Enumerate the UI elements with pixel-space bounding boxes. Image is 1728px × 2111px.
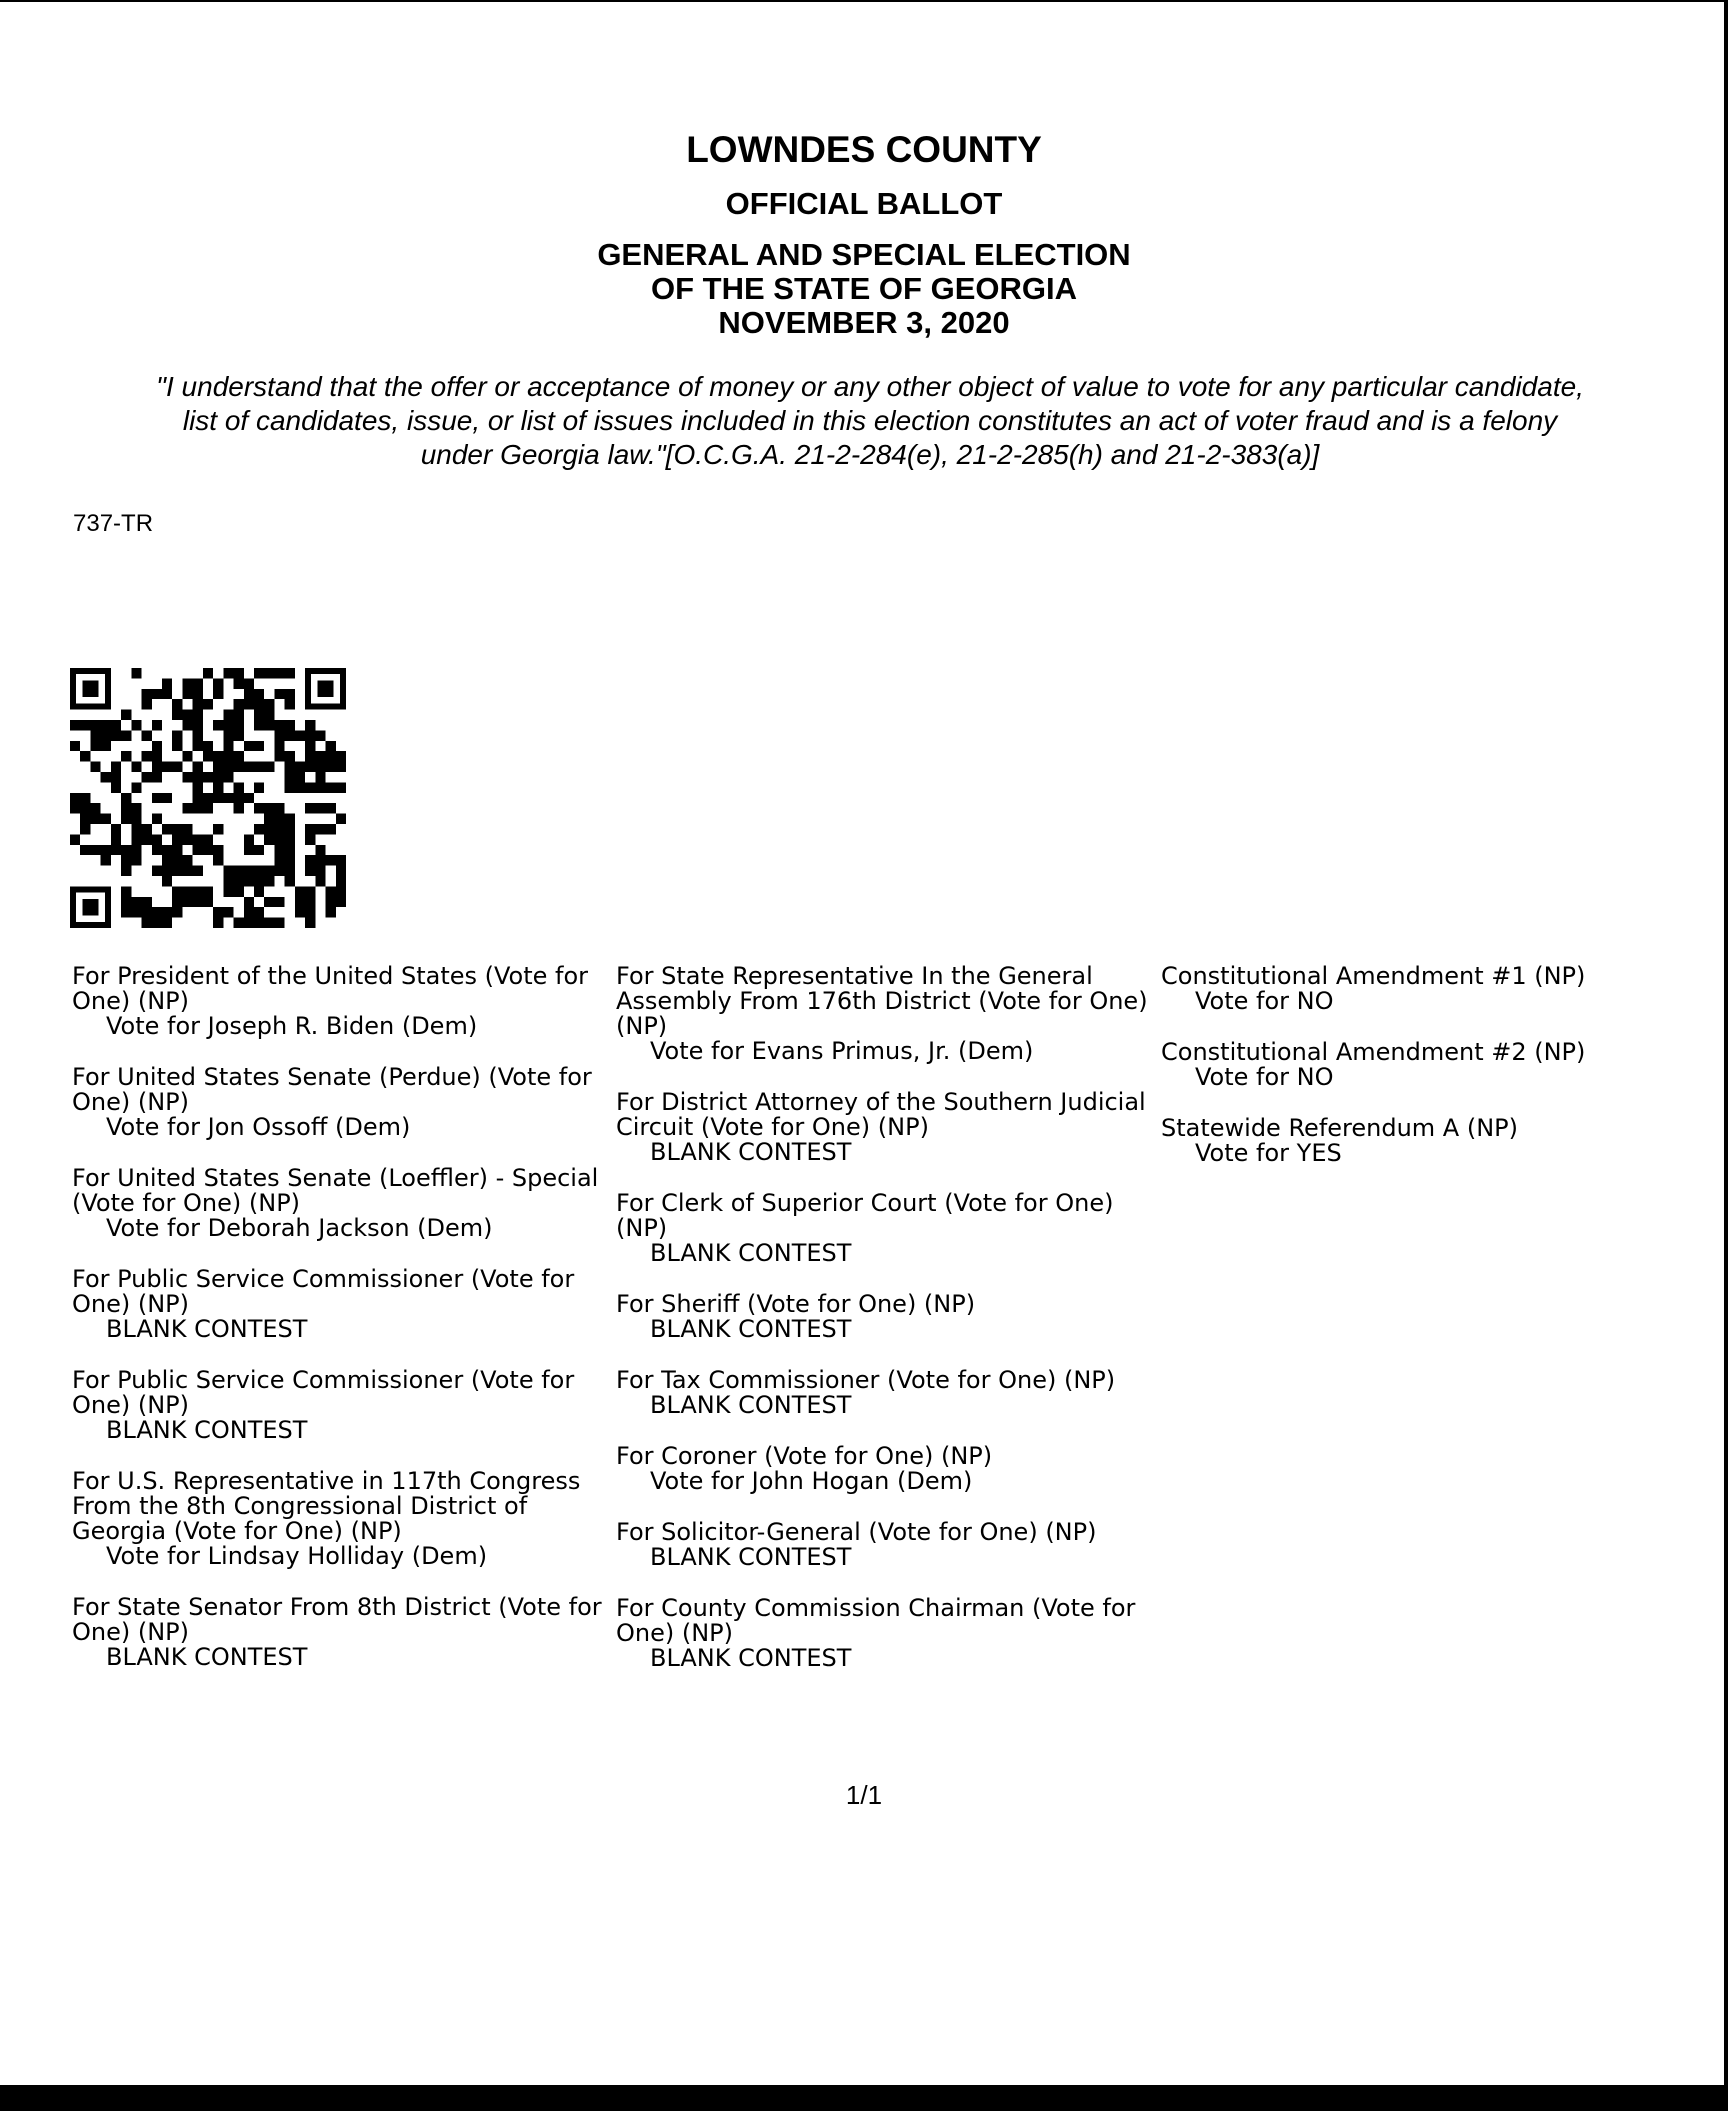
contest-title: For Clerk of Superior Court (Vote for One) (NP) [616, 1189, 1114, 1242]
scan-edge-top [0, 0, 1728, 2]
ballot-style-code: 737-TR [73, 510, 154, 537]
contest-title: For President of the United States (Vote for One) (NP) [72, 962, 589, 1015]
contest-title: Constitutional Amendment #1 (NP) [1161, 962, 1586, 990]
contest-column-2 [616, 964, 1156, 1697]
contest-title: For United States Senate (Perdue) (Vote for One) (NP) [72, 1063, 592, 1116]
page-number: 1/1 [845, 1780, 883, 1810]
contest-column-1 [72, 964, 612, 1696]
contest [616, 1444, 1156, 1494]
contest [72, 1469, 612, 1569]
scan-edge-bottom [0, 2085, 1728, 2111]
contest-title: For Public Service Commissioner (Vote for One) (NP) [72, 1265, 575, 1318]
contest [616, 1596, 1156, 1671]
contest-selection: BLANK CONTEST [650, 1138, 852, 1166]
contest-selection: Vote for NO [1195, 1063, 1334, 1091]
contest-selection: Vote for Lindsay Holliday (Dem) [106, 1542, 488, 1570]
contest-selection: BLANK CONTEST [650, 1315, 852, 1343]
contest-title: For District Attorney of the Southern Judicial Circuit (Vote for One) (NP) [616, 1088, 1146, 1141]
oath-line: under Georgia law."[O.C.G.A. 21-2-284(e), 21-2-285(h) and 21-2-383(a)] [420, 439, 1320, 470]
election-date: NOVEMBER 3, 2020 [718, 305, 1010, 340]
contest-selection: Vote for YES [1195, 1139, 1342, 1167]
contest-title: For Public Service Commissioner (Vote for One) (NP) [72, 1366, 575, 1419]
contest-selection: BLANK CONTEST [650, 1391, 852, 1419]
contest-selection: Vote for Evans Primus, Jr. (Dem) [650, 1037, 1034, 1065]
contest [616, 1292, 1156, 1342]
contest-selection: BLANK CONTEST [106, 1643, 308, 1671]
contest-selection: Vote for Joseph R. Biden (Dem) [106, 1012, 478, 1040]
contest [616, 1090, 1156, 1165]
contest-title: Statewide Referendum A (NP) [1161, 1114, 1518, 1142]
contest [72, 1267, 612, 1342]
contest [72, 964, 612, 1039]
oath-line: list of candidates, issue, or list of issues included in this election constitutes an act of voter fraud and is a felony [182, 405, 1558, 436]
ballot-type: OFFICIAL BALLOT [725, 186, 1003, 221]
contest [616, 964, 1156, 1064]
contest-selection: Vote for Jon Ossoff (Dem) [106, 1113, 411, 1141]
county-title: LOWNDES COUNTY [686, 129, 1042, 170]
contest-selection: BLANK CONTEST [650, 1239, 852, 1267]
contest-selection: BLANK CONTEST [106, 1315, 308, 1343]
contest-title: For County Commission Chairman (Vote for One) (NP) [616, 1594, 1136, 1647]
contest [1161, 1116, 1701, 1166]
contest-title: For Coroner (Vote for One) (NP) [616, 1442, 993, 1470]
contest [1161, 964, 1701, 1014]
oath-line: "I understand that the offer or acceptance of money or any other object of value to vote for any particular candidate, [156, 371, 1584, 402]
contest-selection: BLANK CONTEST [650, 1543, 852, 1571]
election-name-line2: OF THE STATE OF GEORGIA [651, 271, 1077, 306]
contest [72, 1065, 612, 1140]
contest [1161, 1040, 1701, 1090]
contest [616, 1520, 1156, 1570]
contest-title: For U.S. Representative in 117th Congress From the 8th Congressional District of Georgia (Vote for One) (NP) [72, 1467, 581, 1545]
contest-title: For State Representative In the General Assembly From 176th District (Vote for One) (NP) [616, 962, 1148, 1040]
election-name-line1: GENERAL AND SPECIAL ELECTION [597, 237, 1131, 272]
voter-fraud-statement [70, 370, 1670, 472]
contest-selection: Vote for John Hogan (Dem) [650, 1467, 973, 1495]
contest [616, 1368, 1156, 1418]
contest-selection: BLANK CONTEST [650, 1644, 852, 1672]
contest-title: For Tax Commissioner (Vote for One) (NP) [616, 1366, 1116, 1394]
contest-column-3 [1161, 964, 1701, 1192]
contest-selection: Vote for NO [1195, 987, 1334, 1015]
contest-title: For State Senator From 8th District (Vote for One) (NP) [72, 1593, 602, 1646]
contest-selection: BLANK CONTEST [106, 1416, 308, 1444]
contest-title: For Sheriff (Vote for One) (NP) [616, 1290, 976, 1318]
contest [616, 1191, 1156, 1266]
contest [72, 1166, 612, 1241]
contest [72, 1595, 612, 1670]
contest [72, 1368, 612, 1443]
contest-title: For Solicitor-General (Vote for One) (NP) [616, 1518, 1097, 1546]
contest-title: For United States Senate (Loeffler) - Special (Vote for One) (NP) [72, 1164, 599, 1217]
contest-title: Constitutional Amendment #2 (NP) [1161, 1038, 1586, 1066]
qr-code [70, 668, 346, 928]
contest-selection: Vote for Deborah Jackson (Dem) [106, 1214, 493, 1242]
ballot-header [0, 126, 1728, 340]
